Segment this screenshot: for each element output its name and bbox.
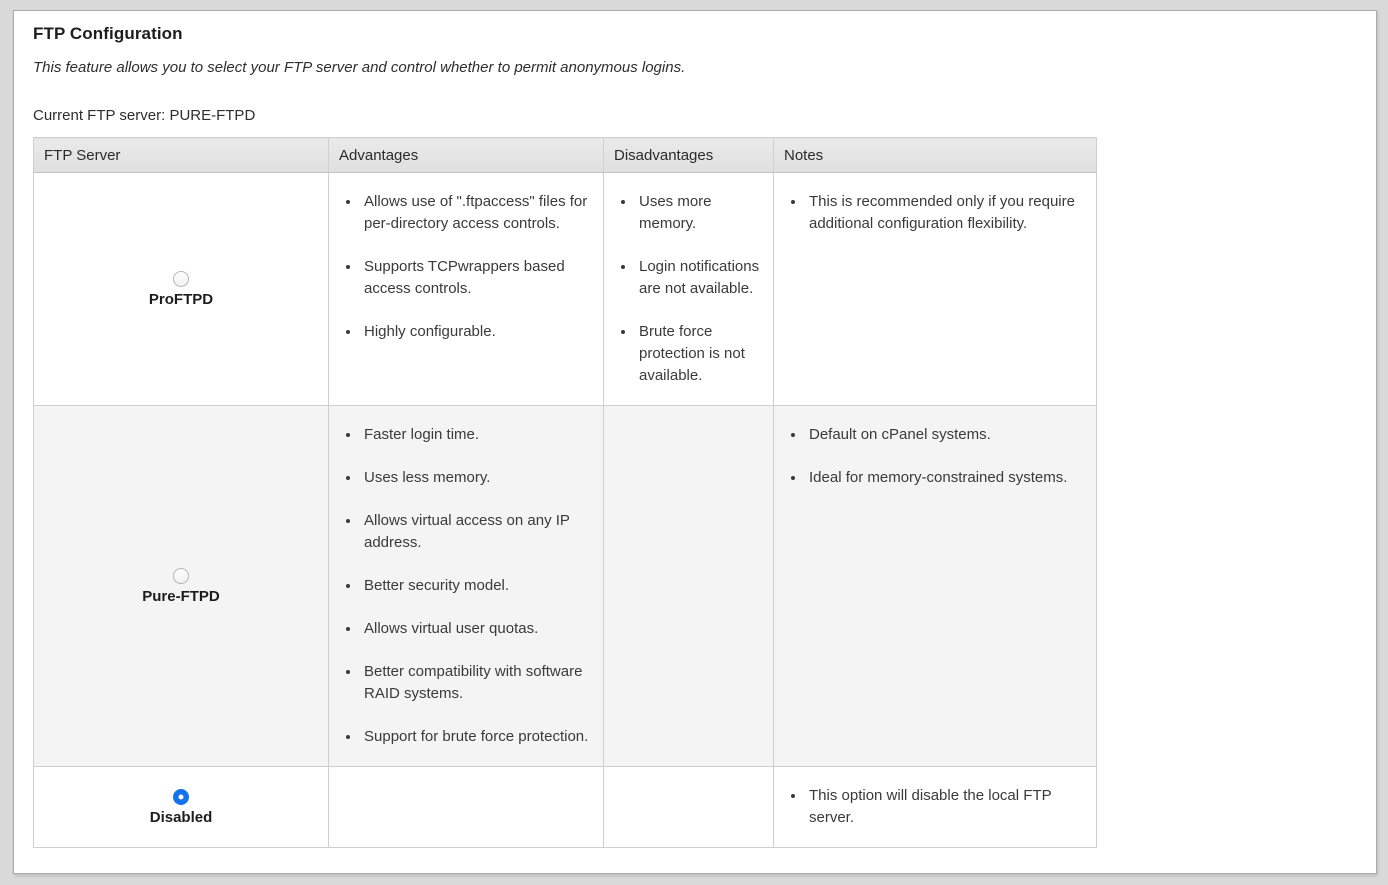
server-cell-pure-ftpd — [34, 406, 329, 767]
advantage-item: • Support for brute force protection. — [361, 726, 591, 748]
page-title: FTP Configuration — [33, 24, 183, 43]
advantage-item: • Allows virtual user quotas. — [361, 618, 591, 640]
ftp-server-option-pure-ftpd[interactable] — [142, 568, 220, 605]
current-ftp-server-value: PURE-FTPD — [169, 107, 256, 124]
content-panel — [13, 10, 1377, 874]
current-ftp-server-label: Current FTP server: — [33, 107, 166, 124]
note-item: • This is recommended only if you require additional configuration flexibility. — [806, 191, 1084, 235]
table-row-proftpd — [34, 173, 1097, 406]
ftp-server-option-disabled[interactable] — [150, 789, 213, 826]
note-item: • Default on cPanel systems. — [806, 424, 1084, 446]
note-item: • Ideal for memory-constrained systems. — [806, 467, 1084, 489]
advantages-cell — [329, 173, 604, 406]
server-cell-proftpd — [34, 173, 329, 406]
server-cell-disabled — [34, 767, 329, 848]
advantages-cell — [329, 406, 604, 767]
disadvantages-cell — [604, 406, 774, 767]
disadvantages-cell — [604, 173, 774, 406]
advantages-list — [329, 424, 591, 748]
column-header-disadvantages: Disadvantages — [604, 138, 774, 173]
radio-disabled-selected[interactable] — [173, 789, 189, 805]
notes-cell — [774, 173, 1097, 406]
advantage-item: • Better security model. — [361, 575, 591, 597]
server-name-label: Pure-FTPD — [142, 587, 220, 605]
radio-proftpd[interactable] — [173, 271, 189, 287]
notes-list — [774, 191, 1084, 235]
notes-list — [774, 424, 1084, 489]
advantage-item: • Supports TCPwrappers based access controls. — [361, 256, 591, 300]
ftp-server-table — [33, 137, 1097, 848]
disadvantage-item: • Uses more memory. — [636, 191, 761, 235]
advantages-cell — [329, 767, 604, 848]
table-header-row — [34, 138, 1097, 173]
server-name-label: ProFTPD — [148, 290, 214, 308]
panel-inner — [14, 11, 1376, 848]
table-row-pure-ftpd — [34, 406, 1097, 767]
advantage-item: • Highly configurable. — [361, 321, 591, 343]
table-row-disabled — [34, 767, 1097, 848]
column-header-ftp-server: FTP Server — [34, 138, 329, 173]
advantage-item: • Faster login time. — [361, 424, 591, 446]
page-subtitle: This feature allows you to select your FTP server and control whether to permit anonymous logins. — [33, 59, 686, 76]
ftp-server-option-proftpd[interactable] — [149, 271, 213, 308]
disadvantage-item: • Brute force protection is not available. — [636, 321, 761, 387]
column-header-notes: Notes — [774, 138, 1097, 173]
disadvantage-item: • Login notifications are not available. — [636, 256, 761, 300]
current-ftp-server-line — [33, 107, 1376, 124]
advantage-item: • Allows virtual access on any IP address. — [361, 510, 591, 554]
advantages-list — [329, 191, 591, 343]
notes-cell — [774, 406, 1097, 767]
note-item: • This option will disable the local FTP server. — [806, 785, 1084, 829]
column-header-advantages: Advantages — [329, 138, 604, 173]
server-name-label: Disabled — [149, 808, 213, 826]
notes-list — [774, 785, 1084, 829]
disadvantages-cell — [604, 767, 774, 848]
advantage-item: • Uses less memory. — [361, 467, 591, 489]
advantage-item: • Better compatibility with software RAID systems. — [361, 661, 591, 705]
disadvantages-list — [604, 191, 761, 387]
radio-pure-ftpd[interactable] — [173, 568, 189, 584]
notes-cell — [774, 767, 1097, 848]
advantage-item: • Allows use of ".ftpaccess" files for per-directory access controls. — [361, 191, 591, 235]
